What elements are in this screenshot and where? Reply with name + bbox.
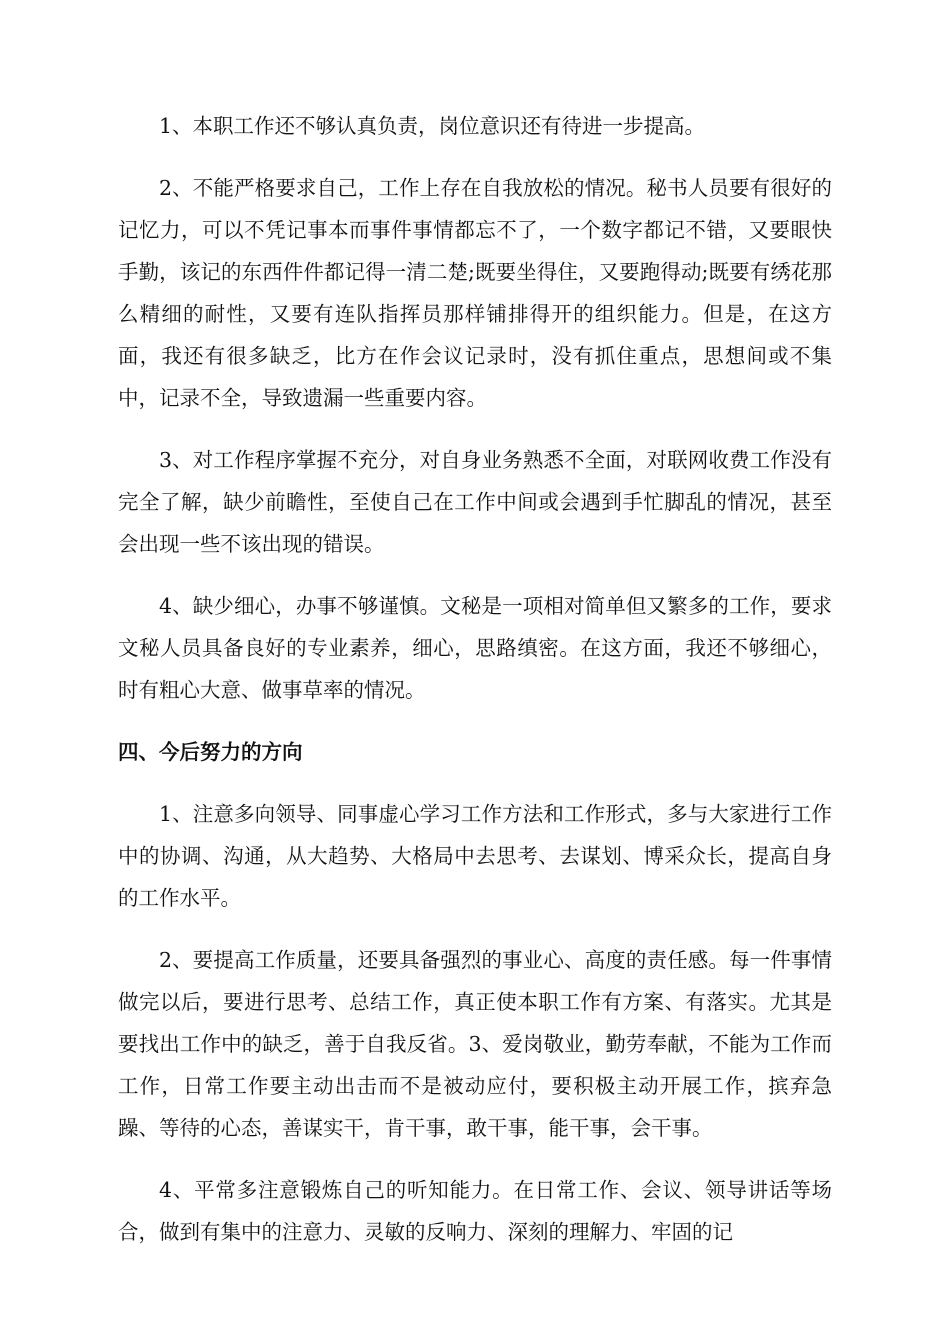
paragraph-shortcoming-4: 4、缺少细心，办事不够谨慎。文秘是一项相对简单但又繁多的工作，要求文秘人员具备良好的专业素养，细心，思路缜密。在这方面，我还不够细心，时有粗心大意、做事草率的情况。 xyxy=(118,594,832,702)
section-heading: 四、今后努力的方向 xyxy=(118,740,303,764)
paragraph-direction-1: 1、注意多向领导、同事虚心学习工作方法和工作形式，多与大家进行工作中的协调、沟通，从大趋势、大格局中去思考、去谋划、博采众长，提高自身的工作水平。 xyxy=(118,802,832,910)
paragraph-shortcoming-2: 2、不能严格要求自己，工作上存在自我放松的情况。秘书人员要有很好的记忆力，可以不凭记事本而事件事情都忘不了，一个数字都记不错，又要眼快手勤，该记的东西件件都记得一清二楚;既要坐得住，又要跑得动;既要有绣花那么精细的耐性，又要有连队指挥员那样铺排得开的组织能力。但是，在这方面，我还有很多缺乏，比方在作会议记录时，没有抓住重点，思想间或不集中，记录不全，导致遗漏一些重要内容。 xyxy=(118,176,832,410)
paragraph-shortcoming-1: 1、本职工作还不够认真负责，岗位意识还有待进一步提高。 xyxy=(159,114,706,138)
paragraph-direction-4: 4、平常多注意锻炼自己的听知能力。在日常工作、会议、领导讲话等场合，做到有集中的注意力、灵敏的反响力、深刻的理解力、牢固的记 xyxy=(118,1178,832,1244)
paragraph-shortcoming-3: 3、对工作程序掌握不充分，对自身业务熟悉不全面，对联网收费工作没有完全了解，缺少前瞻性，至使自己在工作中间或会遇到手忙脚乱的情况，甚至会出现一些不该出现的错误。 xyxy=(118,448,832,556)
paragraph-direction-2: 2、要提高工作质量，还要具备强烈的事业心、高度的责任感。每一件事情做完以后，要进行思考、总结工作，真正使本职工作有方案、有落实。尤其是要找出工作中的缺乏，善于自我反省。3、爱岗敬业，勤劳奉献，不能为工作而工作，日常工作要主动出击而不是被动应付，要积极主动开展工作，摈弃急躁、等待的心态，善谋实干，肯干事，敢干事，能干事，会干事。 xyxy=(118,948,832,1140)
